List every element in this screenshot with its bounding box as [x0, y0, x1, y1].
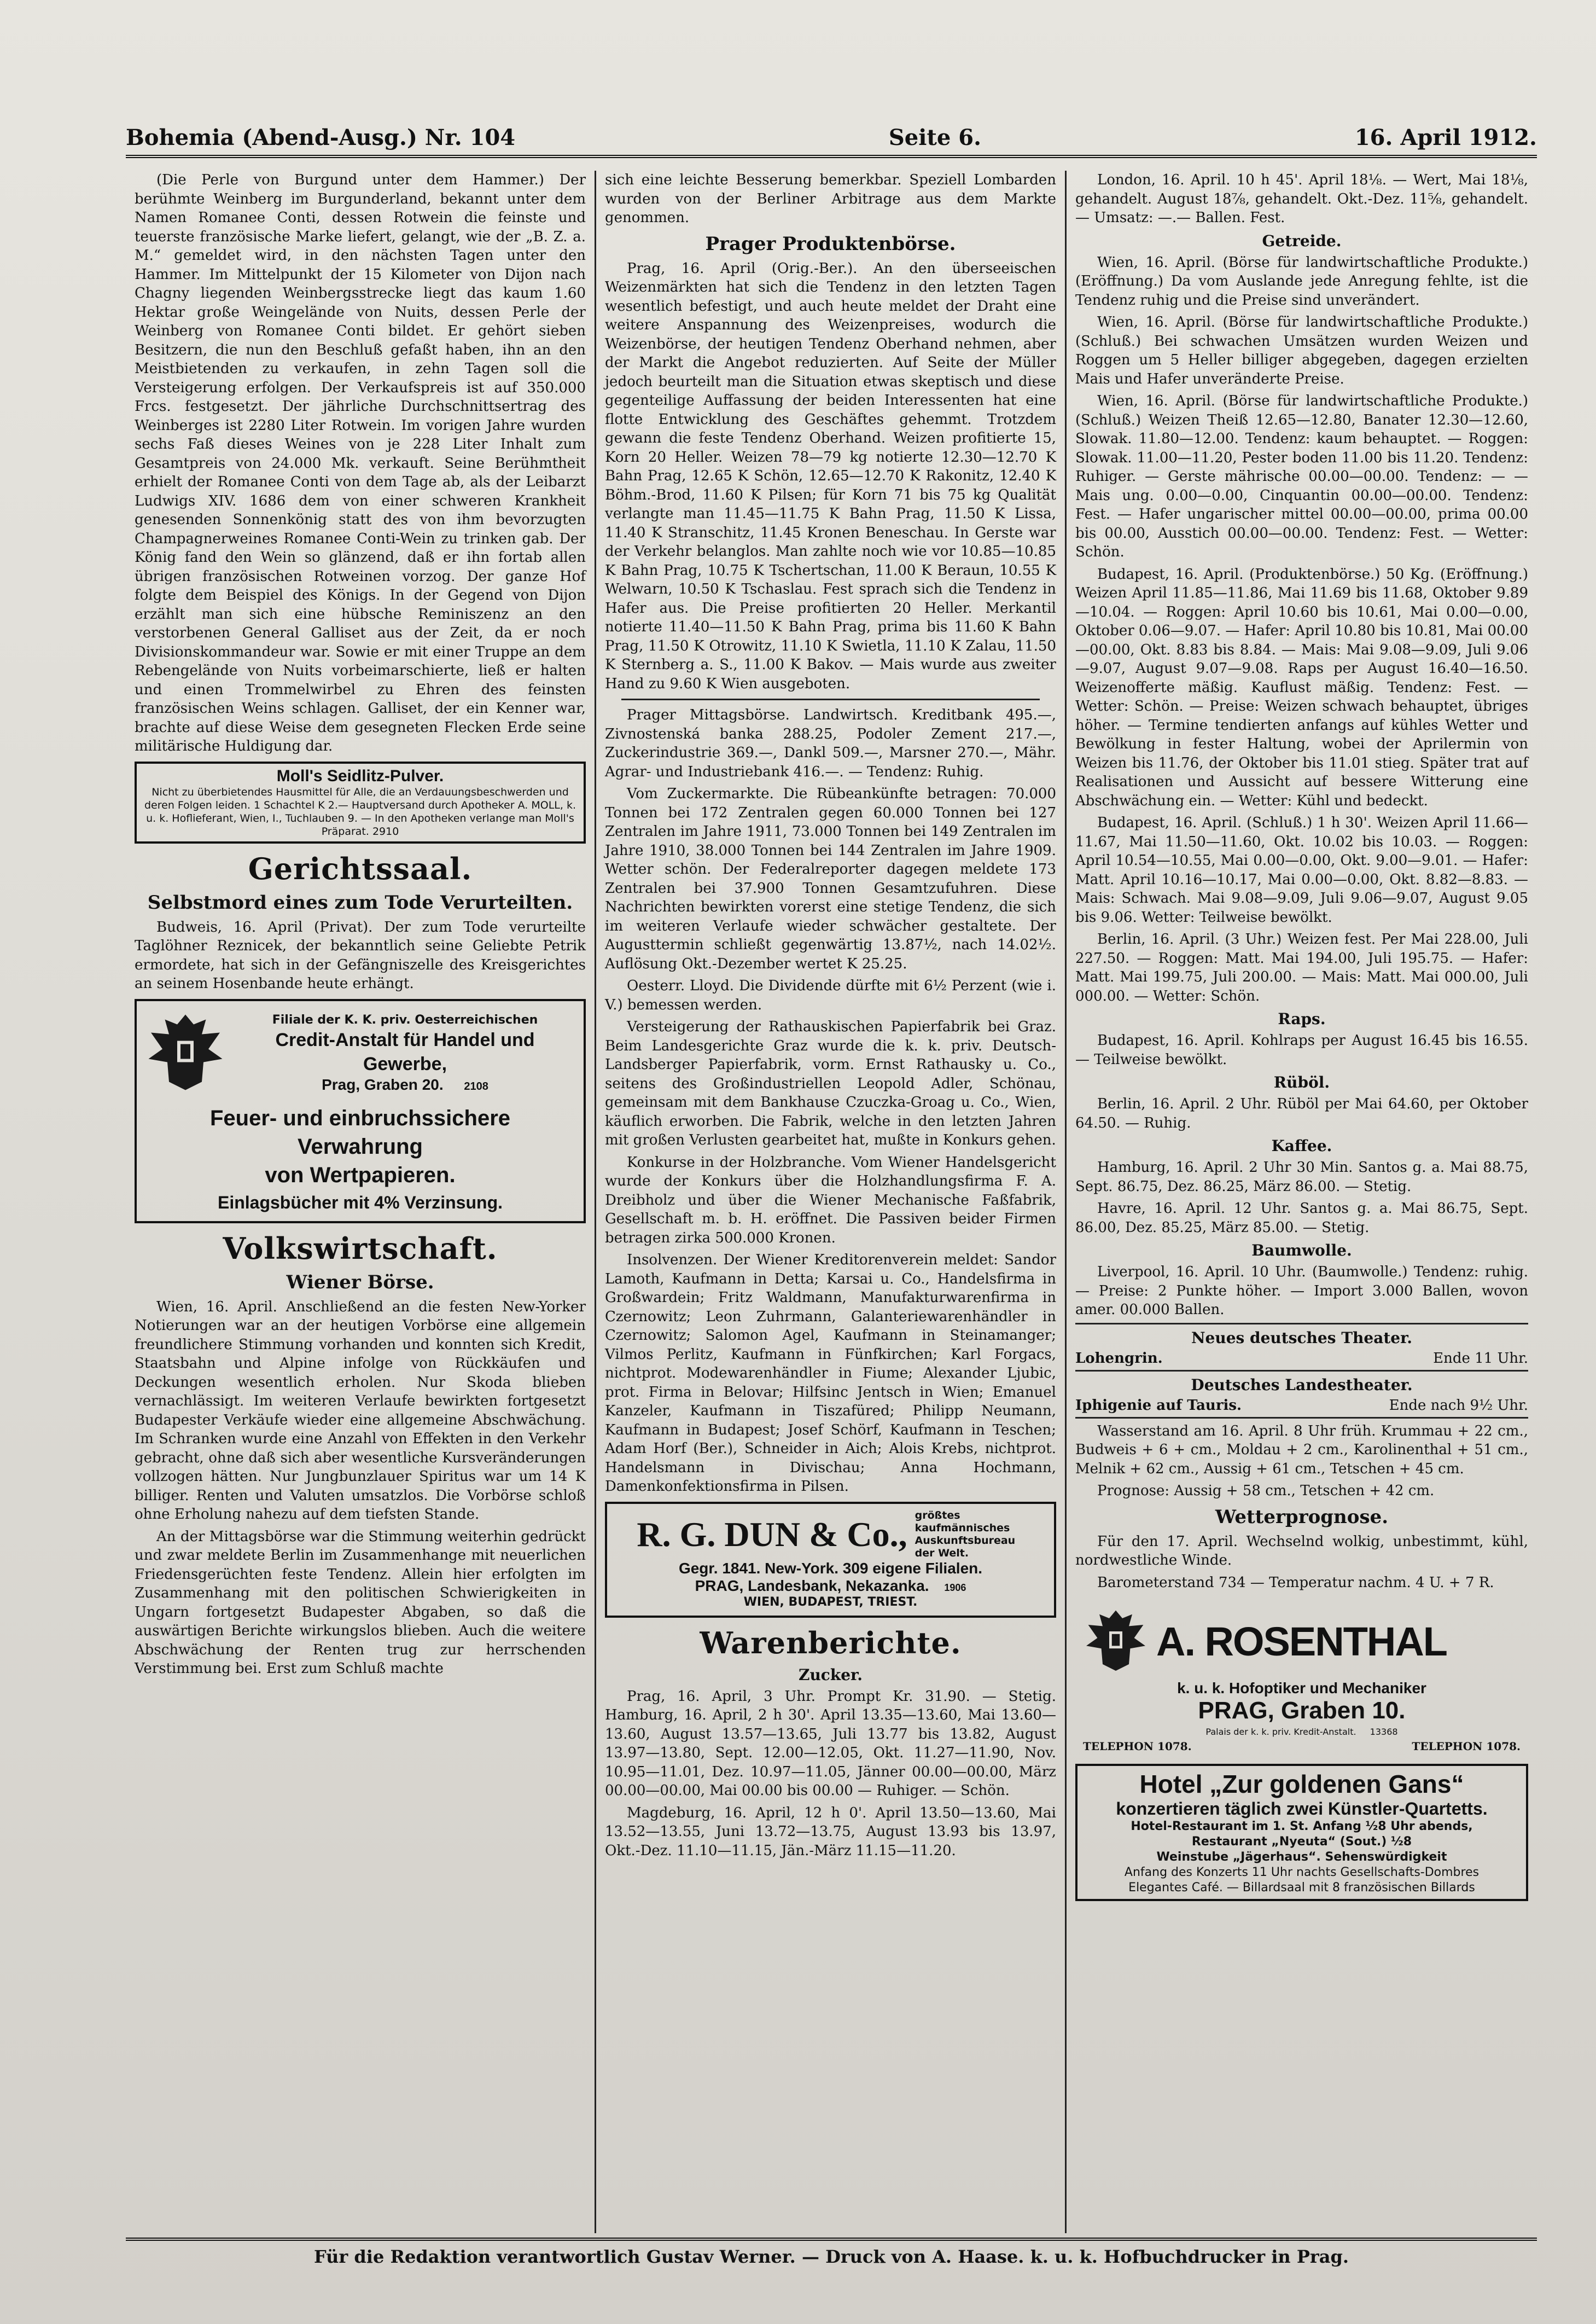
- article-getreide-wien-2: Wien, 16. April. (Börse für landwirtschaftliche Produkte.) (Schluß.) Bei schwachen Umsätzen wurden Weizen und Roggen um 5 Heller billiger abgegeben, dagegen erzielten Mais und Hafer unveränderte Preise.: [1075, 314, 1528, 387]
- heading-kaffee: Kaffee.: [1271, 1137, 1332, 1155]
- article-kaffee-hamburg: Hamburg, 16. April. 2 Uhr 30 Min. Santos g. a. Mai 88.75, Sept. 86.75, Dez. 86.25, März 86.00. — Stetig.: [1075, 1159, 1528, 1195]
- article-barometer: Barometerstand 734 — Temperatur nachm. 4 U. + 7 R.: [1097, 1574, 1494, 1591]
- column-3: [1067, 171, 1537, 2233]
- article-mittagsborse: Prager Mittagsbörse. Landwirtsch. Kreditbank 495.—, Zivnostenská banka 288.25, Podoler Zement 217.—, Zuckerindustrie 369.—, Dankl 509.—, Marsner 270.—, Mähr. Agrar- und Industriebank 416.—. — Tendenz: Ruhig.: [605, 707, 1056, 780]
- column-1: [126, 171, 596, 2233]
- heading-selbstmord: Selbstmord eines zum Tode Verurteilten.: [147, 891, 573, 914]
- heading-wiener-borse: Wiener Börse.: [286, 1271, 434, 1293]
- ad-hotel-line5: Weinstube „Jägerhaus“. Sehenswürdigkeit: [1156, 1850, 1447, 1864]
- heading-neues-theater: Neues deutsches Theater.: [1191, 1328, 1413, 1347]
- header-right: 16. April 1912.: [1354, 125, 1537, 150]
- article-raps: Budapest, 16. April. Kohlraps per August 16.45 bis 16.55. — Teilweise bewölkt.: [1075, 1032, 1528, 1068]
- article-papierfabrik: Versteigerung der Rathauskischen Papierfabrik bei Graz. Beim Landesgerichte Graz wurde die k. k. priv. Deutsch-Landsberger Papierfabrik, vorm. Ernst Rathausky u. Co., seitens des Großindustriellen Leopold Adler, Schönau, gemeinsam mit dem Bankhause Czuczka-Groag u. Co., Wien, käuflich erworben. Die Fabrik, welche in den letzten Jahren mit großen Verlusten gearbeitet hat, mußte in Konkurs gehen.: [605, 1019, 1056, 1148]
- eagle-crest-icon: [1083, 1603, 1149, 1680]
- ad-rosenthal: [1075, 1597, 1528, 1758]
- divider: [621, 699, 1040, 700]
- ad-rosenthal-palais: Palais der k. k. priv. Kredit-Anstalt.: [1205, 1727, 1356, 1737]
- ad-rosenthal-phone-2: TELEPHON 1078.: [1412, 1740, 1521, 1753]
- ad-hotel-line4: Restaurant „Nyeuta“ (Sout.) ½8: [1191, 1835, 1412, 1849]
- ad-dun-tagline: größtes kaufmännisches Auskunftsbureau der Welt.: [915, 1509, 1016, 1559]
- article-lloyd: Oesterr. Lloyd. Die Dividende dürfte mit 6½ Perzent (wie i. V.) bemessen werden.: [605, 978, 1056, 1013]
- heading-warenberichte: Warenberichte.: [700, 1625, 962, 1660]
- heading-rubol: Rüböl.: [1273, 1073, 1330, 1091]
- heading-getreide: Getreide.: [1262, 231, 1342, 250]
- heading-raps: Raps.: [1278, 1010, 1326, 1028]
- article-romanee-conti: (Die Perle von Burgund unter dem Hammer.) Der berühmte Weinberg im Burgunderland, bekannt unter dem Namen Romanee Conti, dessen Rotwein die feinste und teuerste französische Marke liefert, gelangt, wie der „B. Z. a. M.“ gemeldet wird, in den nächsten Tagen unter den Hammer. Im Mittelpunkt der 15 Kilometer von Dijon nach Chagny liegenden Weinbergsstrecke liegt das kaum 1.60 Hektar große Weingelände von Nuits, dessen Perle der Weinberg von Romanee Conti bildet. Er gehört sieben Besitzern, die nun den Beschluß gefaßt haben, ihn an den Meistbietenden zu verkaufen, in zehn Tagen soll die Versteigerung erfolgen. Der Verkaufspreis ist auf 350.000 Frcs. festgesetzt. Der jährliche Durchschnittsertrag des Weinberges ist 2280 Liter Rotwein. Im vorigen Jahre wurden sechs Faß dieses Weines von je 228 Liter Inhalt zum Gesamtpreis von 24.000 Mk. verkauft. Seine Berühmtheit erhielt der Romanee Conti von dem Tage ab, als der Leibarzt Ludwigs XIV. 1686 dem von einer schweren Krankheit genesenden Sonnenkönig statt des von ihm bevorzugten Champagnerweines Romanee Conti-Wein zu trinken gab. Der König fand den Wein so glänzend, daß er ihn fortab allen übrigen französischen Rotweinen vorzog. Der ganze Hof folgte dem Beispiel des Königs. In der Gegend von Dijon erzählt man sich eine hübsche Reminiszenz an den verstorbenen General Galliset aus der Zeit, da er noch Divisionskommandeur war. Sowie er mit einer Truppe an dem Rebengelände von Nuits vorbeimarschierte, ließ er halten und einen Trommelwirbel zu Ehren des feinsten französischen Weins schlagen. Galliset, der ein Kenner war, brachte auf diese Weise dem gesegneten Flecken Erde seine militärische Huldigung dar.: [135, 172, 586, 754]
- divider: [1075, 1417, 1528, 1419]
- page-footer: Für die Redaktion verantwortlich Gustav Werner. — Druck von A. Haase. k. u. k. Hofbuchdrucker in Prag.: [126, 2238, 1537, 2267]
- article-wiener-borse-1: Wien, 16. April. Anschließend an die festen New-Yorker Notierungen war an der heutigen Vorbörse eine allgemein freundlichere Stimmung vorhanden und konnten sich Kredit, Staatsbahn und Alpine infolge von Rückkäufen und Deckungen wesentlich erholen. Nur Skoda blieben vernachlässigt. Im weiteren Verlaufe bewirkten fortgesetzt Budapester Verkäufe wieder eine allgemeine Abschwächung. Im Schranken wurde eine Anzahl von Effekten in den Verkehr gebracht, ohne daß sich aber wesentliche Kursveränderungen vollzogen hätten. Nur Jungbunzlauer Spiritus war um 14 K billiger. Renten und Valuten umsatzlos. Die Vorbörse schloß ohne Erholung nahezu auf dem tiefsten Stande.: [135, 1298, 586, 1523]
- article-wetter: Für den 17. April. Wechselnd wolkig, unbestimmt, kühl, nordwestliche Winde.: [1075, 1533, 1528, 1568]
- ad-moll: [135, 762, 586, 844]
- article-getreide-wien-1: Wien, 16. April. (Börse für landwirtschaftliche Produkte.) (Eröffnung.) Da vom Auslande jede Anregung fehlte, ist die Tendenz ruhig und die Preise sind unverändert.: [1075, 254, 1528, 309]
- article-getreide-wien-3: Wien, 16. April. (Börse für landwirtschaftliche Produkte.) (Schluß.) Weizen Theiß 12.65—12.80, Banater 12.30—12.60, Slowak. 11.80—12.00. Tendenz: kaum behauptet. — Roggen: Slowak. 11.00—11.20, Pester boden 11.00 bis 11.20. Tendenz: Ruhiger. — Gerste mährische 00.00—00.00. Tendenz: — — Mais ung. 0.00—0.00, Cinquantin 00.00—00.00. Tendenz: Fest. — Hafer ungarischer mittel 00.00—00.00, prima 00.00 bis 00.00, Ausstich 00.00—00.00. Tendenz: Fest. — Wetter: Schön.: [1075, 393, 1528, 560]
- ad-moll-text: Nicht zu überbietendes Hausmittel für Alle, die an Verdauungsbeschwerden und deren Folgen leiden. 1 Schachtel K 2.— Hauptversand durch Apotheker A. MOLL, k. u. k. Hoflieferant, Wien, I., Tuchlauben 9. — In den Apotheken verlange man Moll's Präparat. 2910: [144, 786, 576, 838]
- column-2: [596, 171, 1067, 2233]
- ad-credit-wertpapiere: von Wertpapieren.: [265, 1163, 456, 1187]
- ad-rosenthal-name: A. ROSENTHAL: [1156, 1618, 1447, 1664]
- ad-rosenthal-phone-1: TELEPHON 1078.: [1083, 1740, 1192, 1753]
- ad-hotel-concert: konzertieren täglich zwei Künstler-Quartetts.: [1116, 1799, 1488, 1818]
- article-selbstmord: Budweis, 16. April (Privat). Der zum Tode verurteilte Taglöhner Reznicek, der bekanntlich seine Geliebte Petrik ermordete, hat sich in der Gefängniszelle des Kreisgerichtes an seinem Hosenbande heute erhängt.: [135, 919, 586, 992]
- article-wiener-borse-2: An der Mittagsbörse war die Stimmung weiterhin gedrückt und zwar meldete Berlin im Zusammenhange mit neuerlichen Friedensgerüchten feste Tendenz. Allein hier erfolgten im Zusammenhang mit den politischen Schwierigkeiten in Ungarn fortgesetzt Budapester Abgaben, so daß die auswärtigen Berichte wirkungslos blieben. Auch die weitere Abschwächung der Renten trug zur herrschenden Verstimmung bei. Erst zum Schluß machte: [135, 1528, 586, 1677]
- ad-moll-title: Moll's Seidlitz-Pulver.: [276, 766, 444, 785]
- ad-hotel-line7: Elegantes Café. — Billardsaal mit 8 französischen Billards: [1128, 1881, 1475, 1895]
- ad-dun-name: R. G. DUN & Co.,: [637, 1514, 907, 1554]
- heading-volkswirtschaft: Volkswirtschaft.: [223, 1230, 498, 1266]
- ad-credit-anstalt: [135, 999, 586, 1223]
- article-insolvenzen: Insolvenzen. Der Wiener Kreditorenverein meldet: Sandor Lamoth, Kaufmann in Detta; Karsai u. Co., Handelsfirma in Großwardein; Fritz Waldmann, Manufakturwarenfirma in Czernowitz; Leon Zuhrmann, Galanteriewarenhändler in Czernowitz; Salomon Agel, Kaufmann in Steinamanger; Vilmos Perlitz, Kaufmann in Fünfkirchen; Karl Forgacs, nichtprot. Modewarenhändler in Fiume; Alexander Ljubic, prot. Firma in Belovar; Hilfsinc Jentsch in Wien; Emanuel Kanzeler, Kaufmann in Tiszafüred; Philipp Neumann, Kaufmann in Budapest; Josef Schörf, Kaufmann in Teschen; Adam Horf (Ber.), Schneider in Aich; Alois Krebs, nichtprot. Handelsmann in Divischau; Anna Hochmann, Damenkonfektionsfirma in Pilsen.: [605, 1252, 1056, 1495]
- article-wasserstand: Wasserstand am 16. April. 8 Uhr früh. Krummau + 22 cm., Budweis + 6 + cm., Moldau + 2 cm., Karolinenthal + 51 cm., Melnik + 62 cm., Aussig + 61 cm., Tetschen + 45 cm.: [1075, 1422, 1528, 1477]
- heading-baumwolle: Baumwolle.: [1251, 1241, 1352, 1259]
- article-baumwolle: Liverpool, 16. April. 10 Uhr. (Baumwolle.) Tendenz: ruhig. — Preise: 2 Punkte höher. — Import 3.000 Ballen, wovon amer. 00.000 Ballen.: [1075, 1264, 1528, 1318]
- article-zucker-prag: Prag, 16. April, 3 Uhr. Prompt Kr. 31.90. — Stetig. Hamburg, 16. April, 2 h 30'. April 13.35—13.60, Mai 13.60—13.60, August 13.57—13.65, Juli 13.77 bis 13.82, August 13.97—13.80, Sept. 12.00—12.05, Okt. 11.27—11.90, Nov. 10.95—11.01, Dez. 10.97—11.05, Jänner 00.00—00.00, März 00.00—00.00, Mai 00.00 bis 00.00 — Ruhiger. — Schön.: [605, 1688, 1056, 1799]
- ad-credit-filiale: Filiale der K. K. priv. Oesterreichischen: [272, 1013, 538, 1027]
- ad-dun-number: 1906: [944, 1582, 966, 1593]
- theater-2-row: [1075, 1397, 1528, 1414]
- heading-prager-produktenborse: Prager Produktenbörse.: [705, 233, 956, 255]
- heading-gerichtssaal: Gerichtssaal.: [248, 851, 473, 886]
- article-prognose: Prognose: Aussig + 58 cm., Tetschen + 42 cm.: [1097, 1483, 1435, 1499]
- theater-1-end: Ende 11 Uhr.: [1433, 1350, 1528, 1367]
- ad-hotel-name: Hotel „Zur goldenen Gans“: [1139, 1770, 1464, 1798]
- article-rubol: Berlin, 16. April. 2 Uhr. Rüböl per Mai 64.60, per Oktober 64.50. — Ruhig.: [1075, 1096, 1528, 1131]
- ad-dun-founded: Gegr. 1841. New-York. 309 eigene Filialen.: [678, 1559, 983, 1577]
- theater-2-end: Ende nach 9½ Uhr.: [1389, 1397, 1528, 1414]
- ad-dun-address: PRAG, Landesbank, Nekazanka.: [695, 1577, 929, 1594]
- heading-wetterprognose: Wetterprognose.: [1215, 1506, 1389, 1528]
- header-center: Seite 6.: [888, 125, 982, 150]
- divider: [1075, 1323, 1528, 1324]
- ad-hotel-line3: Hotel-Restaurant im 1. St. Anfang ½8 Uhr abends,: [1131, 1820, 1473, 1833]
- ad-dun-cities: WIEN, BUDAPEST, TRIEST.: [743, 1595, 918, 1609]
- theater-1-row: [1075, 1350, 1528, 1367]
- ad-rosenthal-number: 13368: [1370, 1727, 1398, 1737]
- theater-2-play: Iphigenie auf Tauris.: [1075, 1397, 1242, 1414]
- article-zuckermarkt: Vom Zuckermarkte. Die Rübeankünfte betragen: 70.000 Tonnen bei 172 Zentralen gegen 60.000 Tonnen bei 127 Zentralen im Jahre 1911, 73.000 Tonnen bei 149 Zentralen im Jahre 1910, 38.000 Tonnen bei 144 Zentralen im Jahre 1909. Wetter schön. Der Federalreporter dagegen meldete 173 Zentralen bei 37.900 Tonnen Gesamtzufuhren. Diese Nachrichten bewirkten vorerst eine stetige Tendenz, die sich im weiteren Verlaufe wieder schwächer gestaltete. Der Augusttermin schließt gegenwärtig 13.87½, nach 14.02½. Auflösung Okt.-Dezember wertet K 25.25.: [605, 786, 1056, 972]
- columns: [126, 171, 1537, 2233]
- ad-credit-zinsen: Einlagsbücher mit 4% Verzinsung.: [217, 1192, 503, 1212]
- ad-hotel-goldene-gans: [1075, 1764, 1528, 1901]
- article-berlin: Berlin, 16. April. (3 Uhr.) Weizen fest. Per Mai 228.00, Juli 227.50. — Roggen: Matt. Mai 194.00, Juli 195.75. — Hafer: Matt. Mai 199.75, Juli 200.00. — Mais: Matt. Mai 000.00, Juli 000.00. — Wetter: Schön.: [1075, 931, 1528, 1004]
- article-budapest-1: Budapest, 16. April. (Produktenbörse.) 50 Kg. (Eröffnung.) Weizen April 11.85—11.86, Mai 11.69 bis 11.68, Oktober 9.89—10.04. — Roggen: April 10.60 bis 10.61, Mai 0.00—0.00, Oktober 0.06—9.07. — Hafer: April 10.80 bis 10.81, Mai 00.00—00.00, Okt. 8.83 bis 8.84. — Mais: Mai 9.08—9.09, Juli 9.06—9.07, August 9.07—9.08. Raps per August 16.40—16.50. Weizenofferte mäßig. Kauflust mäßig. Tendenz: Fest. — Wetter: Schön. — Preise: Weizen schwach behauptet, übriges höher. — Termine tendierten anfangs auf kühles Wetter und Bewölkung in fester Haltung, wobei der Aprilermin von Weizen bis 11.76, der Oktober bis 11.01 stieg. Später trat auf Realisationen und Aussicht auf bessere Witterung eine Abschwächung ein. — Wetter: Kühl und bedeckt.: [1075, 566, 1528, 809]
- ad-hotel-line6: Anfang des Konzerts 11 Uhr nachts Gesellschafts-Dombres: [1124, 1866, 1479, 1879]
- article-kaffee-havre: Havre, 16. April. 12 Uhr. Santos g. a. Mai 86.75, Sept. 86.00, Dez. 85.25, März 85.00. — Stetig.: [1075, 1200, 1528, 1236]
- heading-zucker: Zucker.: [799, 1665, 863, 1684]
- ad-credit-verwahrung: Feuer- und einbruchssichere Verwahrung: [209, 1106, 511, 1159]
- ad-rosenthal-title: k. u. k. Hofoptiker und Mechaniker: [1177, 1680, 1426, 1696]
- eagle-crest-icon: [144, 1007, 226, 1100]
- divider: [1075, 1370, 1528, 1372]
- article-budapest-2: Budapest, 16. April. (Schluß.) 1 h 30'. Weizen April 11.66—11.67, Mai 11.50—11.60, Okt. 10.02 bis 10.03. — Roggen: April 10.54—10.55, Mai 0.00—0.00, Okt. 9.00—9.01. — Hafer: Matt. April 10.16—10.17, Mai 0.00—0.00, Okt. 8.82—8.83. — Mais: Schwach. Mai 9.08—9.09, Juli 9.06—9.07, August 9.05 bis 9.06. Wetter: Teilweise bewölkt.: [1075, 815, 1528, 926]
- header-left: Bohemia (Abend-Ausg.) Nr. 104: [126, 125, 516, 150]
- theater-1-play: Lohengrin.: [1075, 1350, 1163, 1367]
- article-wiener-borse-cont: sich eine leichte Besserung bemerkbar. Speziell Lombarden wurden von der Berliner Arbitrage aus dem Markte genommen.: [605, 172, 1056, 226]
- ad-dun: [605, 1502, 1056, 1618]
- article-konkurse: Konkurse in der Holzbranche. Vom Wiener Handelsgericht wurde der Konkurs über die Holzhandlungsfirma F. A. Dreibholz und über die Wiener Mechanische Faßfabrik, Gesellschaft m. b. H. eröffnet. Die Passiven beider Firmen betragen zirka 500.000 Kronen.: [605, 1154, 1056, 1246]
- ad-credit-address: Prag, Graben 20.: [322, 1076, 444, 1093]
- article-london: London, 16. April. 10 h 45'. April 18⅛. — Wert, Mai 18⅛, gehandelt. August 18⅞, gehandelt. Okt.-Dez. 11⅝, gehandelt. — Umsatz: —.— Ballen. Fest.: [1075, 172, 1528, 226]
- article-zucker-magdeburg: Magdeburg, 16. April, 12 h 0'. April 13.50—13.60, Mai 13.52—13.55, Juni 13.72—13.75, August 13.93 bis 13.97, Okt.-Dez. 11.10—11.15, Jän.-März 11.15—11.20.: [605, 1804, 1056, 1859]
- page-header: [126, 125, 1537, 158]
- article-produktenborse: Prag, 16. April (Orig.-Ber.). An den überseeischen Weizenmärkten hat sich die Tendenz in den letzten Tagen wesentlich befestigt, und auch heute meldet der Draht eine weitere Anspannung des Weizenpreises, wodurch die Weizenbörse, der heutigen Tendenz Oberhand nehmen, aber der Markt die Angebot reduzierten. Auf Seite der Müller jedoch beurteilt man die Situation etwas skeptisch und diese gegenteilige Auffassung der beiden Interessenten hat eine flotte Entwicklung des Geschäftes gehemmt. Trotzdem gewann die feste Tendenz Oberhand. Weizen profitierte 15, Korn 20 Heller. Weizen 78—79 kg notierte 12.30—12.70 K Bahn Prag, 12.65 K Schön, 12.65—12.70 K Rakonitz, 12.40 K Böhm.-Brod, 11.60 K Pilsen; für Korn 71 bis 75 kg Qualität verlangte man 11.45—11.75 K Bahn Prag, 11.50 K Lissa, 11.40 K Stranschitz, 11.45 Kronen Beneschau. In Gerste war der Verkehr belanglos. Man zahlte noch wie vor 10.85—10.85 K Bahn Prag, 10.75 K Tschertschan, 11.00 K Beraun, 10.55 K Welwarn, 10.50 K Tschaslau. Fest sprach sich die Tendenz in Hafer aus. Die Preise profitierten 20 Heller. Merkantil notierte 11.40—11.50 K Bahn Prag, prima bis 11.60 K Bahn Prag, 11.50 K Otrowitz, 11.10 K Swietla, 11.10 K Zalau, 11.50 K Sternberg a. S., 11.00 K Bakov. — Mais wurde aus zweiter Hand zu 9.60 K Wien ausgeboten.: [605, 260, 1056, 692]
- heading-landestheater: Deutsches Landestheater.: [1191, 1375, 1413, 1394]
- ad-credit-name: Credit-Anstalt für Handel und Gewerbe,: [275, 1029, 535, 1074]
- ad-credit-number: 2108: [464, 1080, 488, 1093]
- ad-rosenthal-address: PRAG, Graben 10.: [1198, 1697, 1406, 1724]
